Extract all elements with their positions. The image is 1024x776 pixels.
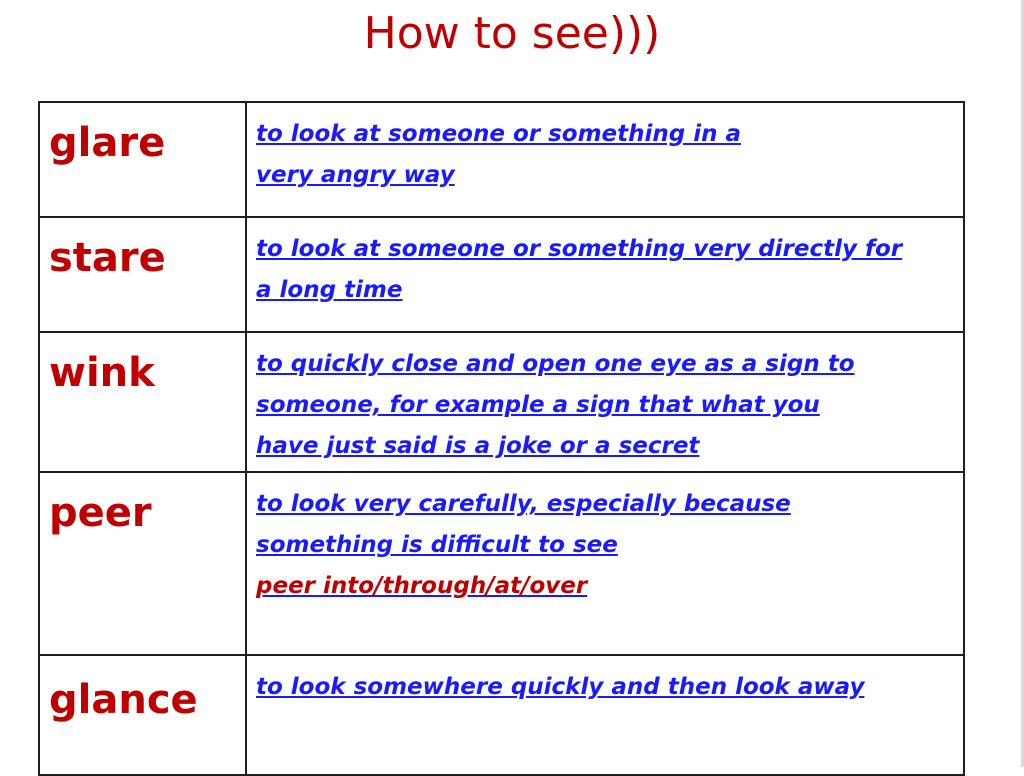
definition-line: to look at someone or something in a — [256, 121, 742, 147]
word-wink: wink — [49, 350, 155, 396]
definition-line: to quickly close and open one eye as a sign to — [256, 351, 855, 377]
definition-line: have just said is a joke or a secret — [256, 433, 700, 459]
definition-cell — [246, 102, 964, 217]
definition-cell — [246, 217, 964, 332]
definition-cell — [246, 472, 964, 655]
definition-line: someone, for example a sign that what you — [256, 392, 820, 418]
definition-link[interactable] — [247, 218, 963, 311]
table-row — [39, 102, 964, 217]
slide-title: How to see))) — [363, 8, 661, 59]
definition-line: very angry way — [256, 162, 455, 188]
word-cell — [39, 102, 246, 217]
definition-cell — [246, 332, 964, 472]
word-glare: glare — [49, 120, 166, 166]
word-stare: stare — [49, 235, 166, 281]
definition-link[interactable] — [247, 103, 963, 196]
definition-line: to look at someone or something very directly for — [256, 236, 903, 262]
definition-line: something is difficult to see — [256, 532, 618, 558]
table-row — [39, 655, 964, 775]
table-row — [39, 217, 964, 332]
word-cell — [39, 332, 246, 472]
definition-link[interactable] — [247, 656, 963, 708]
word-cell — [39, 472, 246, 655]
table-row — [39, 332, 964, 472]
definition-line: to look very carefully, especially because — [256, 491, 791, 517]
definition-link[interactable] — [247, 333, 963, 467]
word-glance: glance — [49, 677, 198, 723]
definition-cell — [246, 655, 964, 775]
word-cell — [39, 217, 246, 332]
definition-extra: peer into/through/at/over — [256, 573, 588, 599]
vocabulary-table — [38, 101, 965, 776]
table-row — [39, 472, 964, 655]
definition-line: a long time — [256, 277, 403, 303]
definition-link[interactable] — [247, 473, 963, 607]
definition-line: to look somewhere quickly and then look away — [256, 674, 865, 700]
word-peer: peer — [49, 490, 152, 536]
word-cell — [39, 655, 246, 775]
